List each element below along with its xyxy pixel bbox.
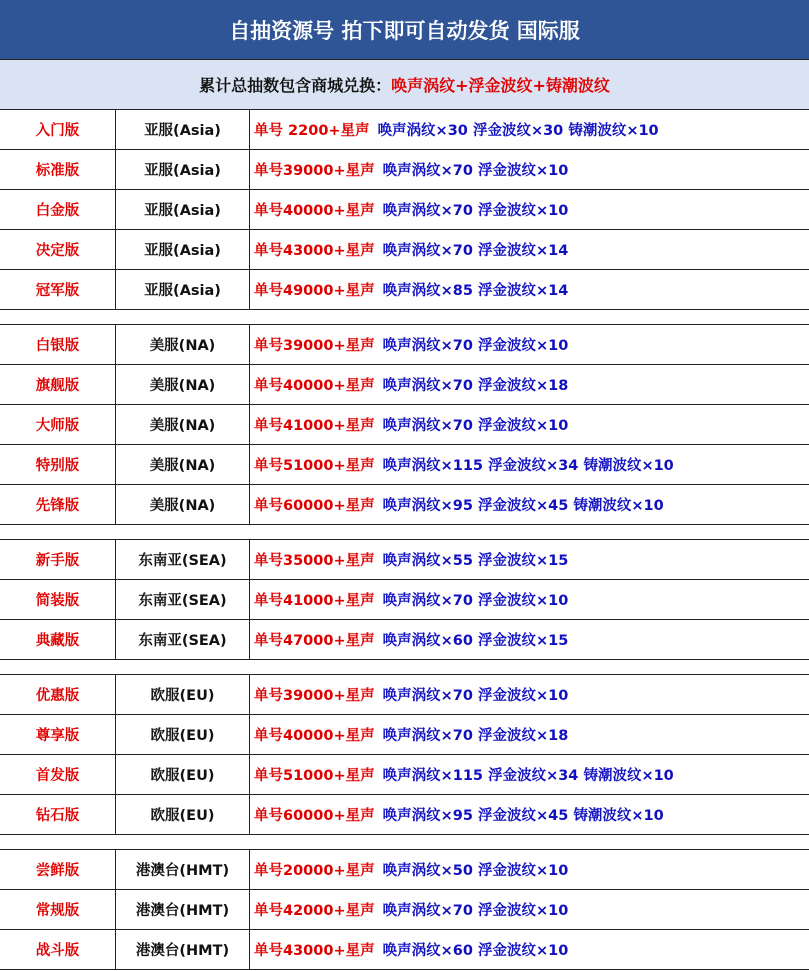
group-separator <box>0 835 809 850</box>
draw-rewards: 唤声涡纹×70 浮金波纹×18 <box>382 728 569 744</box>
draw-rewards: 唤声涡纹×70 浮金波纹×10 <box>382 418 569 434</box>
table-row <box>0 715 809 755</box>
draw-rewards: 唤声涡纹×115 浮金波纹×34 铸潮波纹×10 <box>382 768 674 784</box>
edition-contents <box>250 110 809 149</box>
server-region: 亚服(Asia) <box>116 110 250 149</box>
edition-name: 简装版 <box>0 580 116 619</box>
server-region: 东南亚(SEA) <box>116 580 250 619</box>
edition-contents <box>250 150 809 189</box>
edition-contents <box>250 365 809 404</box>
total-draws-label: 累计总抽数包含商城兑换： <box>199 76 392 95</box>
edition-contents <box>250 405 809 444</box>
table-row <box>0 230 809 270</box>
account-price: 单号39000+星声 <box>254 688 375 704</box>
account-price: 单号47000+星声 <box>254 633 375 649</box>
draw-rewards: 唤声涡纹×30 浮金波纹×30 铸潮波纹×10 <box>377 123 659 139</box>
server-region: 欧服(EU) <box>116 795 250 834</box>
account-price: 单号49000+星声 <box>254 283 375 299</box>
edition-name: 优惠版 <box>0 675 116 714</box>
edition-name: 先锋版 <box>0 485 116 524</box>
edition-contents <box>250 930 809 969</box>
draw-rewards: 唤声涡纹×70 浮金波纹×14 <box>382 243 569 259</box>
account-price: 单号60000+星声 <box>254 808 375 824</box>
edition-contents <box>250 190 809 229</box>
account-price: 单号40000+星声 <box>254 728 375 744</box>
edition-contents <box>250 580 809 619</box>
edition-name: 尊享版 <box>0 715 116 754</box>
server-region: 美服(NA) <box>116 365 250 404</box>
draw-rewards: 唤声涡纹×70 浮金波纹×10 <box>382 593 569 609</box>
edition-contents <box>250 675 809 714</box>
server-region: 东南亚(SEA) <box>116 620 250 659</box>
edition-name: 决定版 <box>0 230 116 269</box>
server-region: 欧服(EU) <box>116 675 250 714</box>
table-row <box>0 620 809 660</box>
server-region: 亚服(Asia) <box>116 150 250 189</box>
draw-rewards: 唤声涡纹×60 浮金波纹×15 <box>382 633 569 649</box>
edition-contents <box>250 230 809 269</box>
draw-rewards: 唤声涡纹×85 浮金波纹×14 <box>382 283 569 299</box>
account-price: 单号51000+星声 <box>254 458 375 474</box>
group-separator <box>0 660 809 675</box>
table-row <box>0 110 809 150</box>
draw-rewards: 唤声涡纹×70 浮金波纹×10 <box>382 163 569 179</box>
account-price: 单号40000+星声 <box>254 378 375 394</box>
server-region: 美服(NA) <box>116 445 250 484</box>
account-price: 单号39000+星声 <box>254 338 375 354</box>
server-region: 亚服(Asia) <box>116 230 250 269</box>
edition-name: 特别版 <box>0 445 116 484</box>
edition-contents <box>250 890 809 929</box>
account-price: 单号60000+星声 <box>254 498 375 514</box>
page-title: 自抽资源号 拍下即可自动发货 国际服 <box>0 0 809 60</box>
edition-name: 钻石版 <box>0 795 116 834</box>
server-region: 亚服(Asia) <box>116 190 250 229</box>
edition-name: 冠军版 <box>0 270 116 309</box>
draw-rewards: 唤声涡纹×60 浮金波纹×10 <box>382 943 569 959</box>
draw-rewards: 唤声涡纹×70 浮金波纹×18 <box>382 378 569 394</box>
server-region: 港澳台(HMT) <box>116 890 250 929</box>
edition-contents <box>250 850 809 889</box>
edition-name: 常规版 <box>0 890 116 929</box>
server-region: 亚服(Asia) <box>116 270 250 309</box>
account-price: 单号39000+星声 <box>254 163 375 179</box>
table-row <box>0 795 809 835</box>
edition-name: 入门版 <box>0 110 116 149</box>
table-row <box>0 890 809 930</box>
edition-name: 典藏版 <box>0 620 116 659</box>
account-price: 单号 2200+星声 <box>254 123 370 139</box>
draw-rewards: 唤声涡纹×70 浮金波纹×10 <box>382 903 569 919</box>
draw-rewards: 唤声涡纹×95 浮金波纹×45 铸潮波纹×10 <box>382 498 664 514</box>
edition-contents <box>250 620 809 659</box>
account-price: 单号35000+星声 <box>254 553 375 569</box>
account-price: 单号42000+星声 <box>254 903 375 919</box>
edition-name: 大师版 <box>0 405 116 444</box>
edition-contents <box>250 795 809 834</box>
draw-rewards: 唤声涡纹×50 浮金波纹×10 <box>382 863 569 879</box>
edition-contents <box>250 325 809 364</box>
server-region: 港澳台(HMT) <box>116 850 250 889</box>
edition-name: 尝鲜版 <box>0 850 116 889</box>
server-region: 港澳台(HMT) <box>116 930 250 969</box>
table-row <box>0 755 809 795</box>
group-separator <box>0 525 809 540</box>
draw-rewards: 唤声涡纹×115 浮金波纹×34 铸潮波纹×10 <box>382 458 674 474</box>
edition-contents <box>250 270 809 309</box>
account-price: 单号51000+星声 <box>254 768 375 784</box>
edition-table <box>0 110 809 970</box>
server-region: 欧服(EU) <box>116 755 250 794</box>
draw-rewards: 唤声涡纹×95 浮金波纹×45 铸潮波纹×10 <box>382 808 664 824</box>
table-row <box>0 405 809 445</box>
server-region: 东南亚(SEA) <box>116 540 250 579</box>
edition-name: 首发版 <box>0 755 116 794</box>
edition-name: 旗舰版 <box>0 365 116 404</box>
table-row <box>0 580 809 620</box>
table-row <box>0 850 809 890</box>
edition-contents <box>250 540 809 579</box>
edition-name: 新手版 <box>0 540 116 579</box>
account-price: 单号43000+星声 <box>254 243 375 259</box>
group-separator <box>0 310 809 325</box>
edition-contents <box>250 755 809 794</box>
edition-name: 战斗版 <box>0 930 116 969</box>
edition-name: 白银版 <box>0 325 116 364</box>
table-row <box>0 150 809 190</box>
table-row <box>0 325 809 365</box>
edition-contents <box>250 485 809 524</box>
table-row <box>0 365 809 405</box>
edition-contents <box>250 445 809 484</box>
account-price: 单号41000+星声 <box>254 593 375 609</box>
table-row <box>0 190 809 230</box>
account-price: 单号41000+星声 <box>254 418 375 434</box>
edition-contents <box>250 715 809 754</box>
server-region: 美服(NA) <box>116 485 250 524</box>
table-row <box>0 270 809 310</box>
draw-rewards: 唤声涡纹×55 浮金波纹×15 <box>382 553 569 569</box>
server-region: 美服(NA) <box>116 405 250 444</box>
table-row <box>0 675 809 715</box>
draw-rewards: 唤声涡纹×70 浮金波纹×10 <box>382 338 569 354</box>
total-draws-value: 唤声涡纹+浮金波纹+铸潮波纹 <box>391 76 610 95</box>
table-row <box>0 540 809 580</box>
total-draws-note <box>0 60 809 110</box>
account-price: 单号20000+星声 <box>254 863 375 879</box>
draw-rewards: 唤声涡纹×70 浮金波纹×10 <box>382 203 569 219</box>
table-row <box>0 930 809 970</box>
server-region: 美服(NA) <box>116 325 250 364</box>
account-price: 单号43000+星声 <box>254 943 375 959</box>
draw-rewards: 唤声涡纹×70 浮金波纹×10 <box>382 688 569 704</box>
account-price: 单号40000+星声 <box>254 203 375 219</box>
table-row <box>0 485 809 525</box>
edition-name: 标准版 <box>0 150 116 189</box>
server-region: 欧服(EU) <box>116 715 250 754</box>
table-row <box>0 445 809 485</box>
edition-name: 白金版 <box>0 190 116 229</box>
